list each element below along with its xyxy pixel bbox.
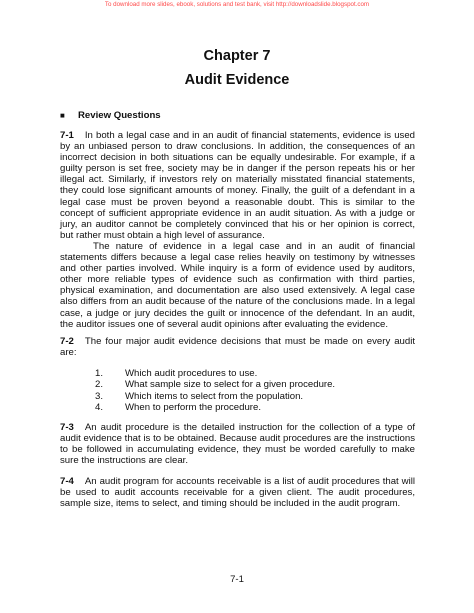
list-item-text: Which audit procedures to use. [125, 368, 258, 379]
section-heading-text: Review Questions [78, 110, 161, 121]
list-item [95, 379, 415, 390]
list-item-text: When to perform the procedure. [125, 401, 261, 413]
list-item [95, 368, 415, 379]
question-number: 7-4 [60, 476, 74, 487]
question-7-1-paragraph-1 [60, 130, 415, 241]
question-7-3-paragraph [60, 422, 415, 466]
list-item-text: Which items to select from the population. [125, 390, 304, 402]
question-7-4-paragraph [60, 476, 415, 509]
chapter-subtitle: Audit Evidence [184, 72, 290, 88]
list-item-text: What sample size to select for a given procedure. [125, 379, 336, 391]
question-7-1-paragraph-2: The nature of evidence in a legal case and in an audit of financial statements differs because a legal case relies heavily on testimony by witnesses and other parties involved. While inquiry is a form of evidence used by auditors, other more reliable types of evidence such as confirmation with third parties, physical examination, and documentation are also used extensively. A legal case also differs from an audit because of the nature of the conclusions made. In a legal case, a judge or jury decides the guilt or innocence of the defendant. In an audit, the auditor issues one of several audit opinions after evaluating the evidence. [60, 241, 415, 330]
question-number: 7-2 [60, 336, 74, 347]
question-text: An audit program for accounts receivable is a list of audit procedures that will be used to audit accounts receivable for a given client. The audit procedures, sample size, items to select, and timing should be included in the audit program. [60, 476, 415, 510]
list-item-number: 2. [95, 379, 104, 391]
list-item-number: 4. [95, 401, 104, 413]
list-item-number: 1. [95, 368, 104, 379]
page-number: 7-1 [230, 574, 244, 585]
question-text: An audit procedure is the detailed instruction for the collection of a type of audit evidence that is to be obtained. Because audit procedures are the instructions to be followed in accumulating evidence, they must be worded carefully to make sure the instructions are clear. [60, 422, 415, 467]
question-number: 7-3 [60, 422, 74, 433]
list-item [95, 391, 415, 402]
question-7-2-paragraph [60, 336, 415, 358]
square-bullet-icon: ■ [60, 111, 65, 120]
question-text: The four major audit evidence decisions that must be made on every audit are: [60, 336, 415, 359]
list-item-number: 3. [95, 390, 104, 402]
audit-decisions-list [95, 368, 415, 413]
list-item [95, 402, 415, 413]
download-link[interactable]: To download more slides, ebook, solutions and test bank, visit http://downloadslide.blogspot.com [104, 1, 370, 8]
chapter-title: Chapter 7 [203, 48, 271, 64]
question-number: 7-1 [60, 130, 74, 141]
section-heading [60, 110, 161, 121]
question-text: In both a legal case and in an audit of financial statements, evidence is used by an unbiased person to draw conclusions. In addition, the consequences of an incorrect decision in both situations can be equally undesirable. For example, if a guilty person is set free, society may be in danger if the person repeats his or her illegal act. Similarly, if investors rely on materially misstated financial statements, they could lose significant amounts of money. Finally, the guilt of a defendant in a legal case must be proven beyond a reasonable doubt. This is similar to the concept of sufficient appropriate evidence in an audit situation. As with a judge or jury, an auditor cannot be completely convinced that his or her opinion is correct, but rather must obtain a high level of assurance. [60, 130, 415, 241]
